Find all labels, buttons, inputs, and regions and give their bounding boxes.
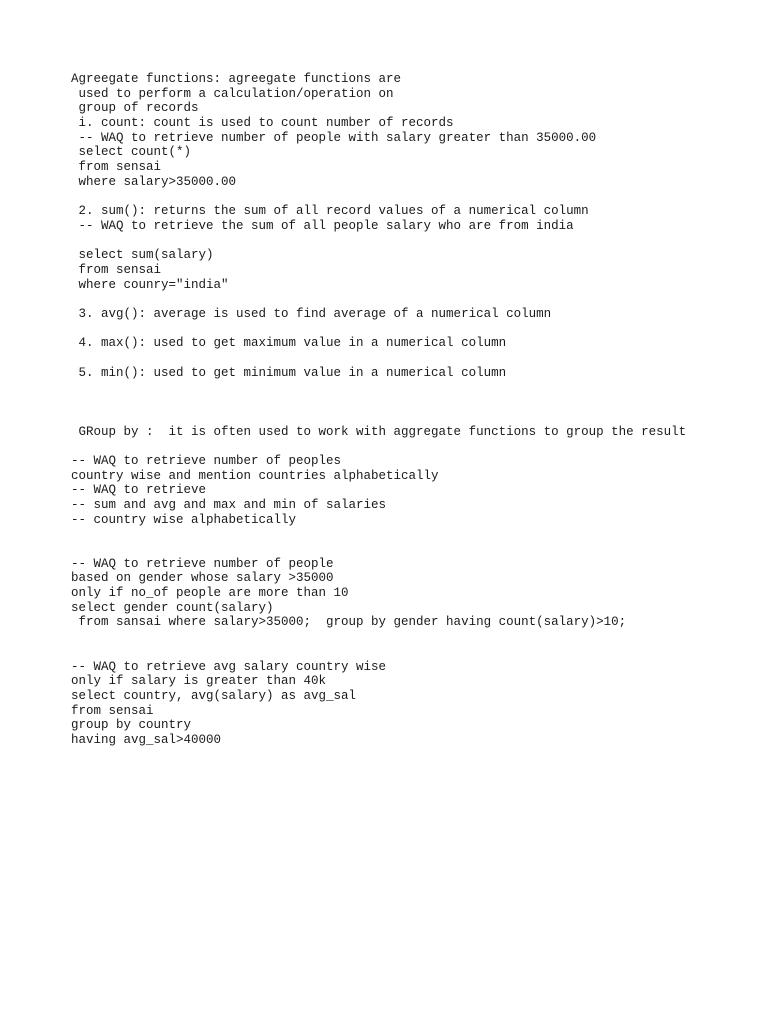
- text-line: only if salary is greater than 40k: [71, 674, 327, 689]
- text-line: 5. min(): used to get minimum value in a numerical column: [71, 365, 507, 380]
- document-page: [71, 72, 761, 748]
- blank-line: [71, 322, 761, 337]
- text-line: -- WAQ to retrieve number of people with salary greater than 35000.00: [71, 130, 597, 145]
- text-line: select sum(salary): [71, 248, 214, 263]
- blank-line: [71, 410, 761, 425]
- text-line: GRoup by : it is often used to work with aggregate functions to group the result: [71, 424, 687, 439]
- text-line: only if no_of people are more than 10: [71, 586, 349, 601]
- blank-line: [71, 542, 761, 557]
- text-line: where salary>35000.00: [71, 174, 237, 189]
- blank-line: [71, 292, 761, 307]
- blank-line: [71, 645, 761, 660]
- text-line: based on gender whose salary >35000: [71, 571, 334, 586]
- text-line: group by country: [71, 718, 192, 733]
- text-line: select country, avg(salary) as avg_sal: [71, 688, 357, 703]
- text-line: -- WAQ to retrieve: [71, 483, 207, 498]
- text-line: from sensai: [71, 262, 162, 277]
- blank-line: [71, 630, 761, 645]
- text-line: country wise and mention countries alphabetically: [71, 468, 439, 483]
- text-line: -- sum and avg and max and min of salaries: [71, 497, 387, 512]
- text-line: having avg_sal>40000: [71, 732, 222, 747]
- text-line: select count(*): [71, 145, 192, 160]
- text-line: -- country wise alphabetically: [71, 512, 297, 527]
- blank-line: [71, 527, 761, 542]
- blank-line: [71, 190, 761, 205]
- text-line: Agreegate functions: agreegate functions are: [71, 72, 402, 86]
- text-line: -- WAQ to retrieve the sum of all people salary who are from india: [71, 218, 574, 233]
- text-line: i. count: count is used to count number of records: [71, 116, 454, 131]
- text-line: -- WAQ to retrieve avg salary country wise: [71, 659, 387, 674]
- text-line: from sensai: [71, 160, 162, 175]
- blank-line: [71, 351, 761, 366]
- text-line: from sensai: [71, 703, 154, 718]
- text-line: group of records: [71, 101, 199, 116]
- text-line: 2. sum(): returns the sum of all record values of a numerical column: [71, 204, 589, 219]
- text-line: where counry="india": [71, 277, 229, 292]
- text-line: -- WAQ to retrieve number of people: [71, 556, 334, 571]
- text-line: used to perform a calculation/operation on: [71, 86, 394, 101]
- text-line: -- WAQ to retrieve number of peoples: [71, 453, 342, 468]
- blank-line: [71, 395, 761, 410]
- text-line: 4. max(): used to get maximum value in a numerical column: [71, 336, 507, 351]
- blank-line: [71, 234, 761, 249]
- text-line: 3. avg(): average is used to find average of a numerical column: [71, 307, 552, 321]
- text-line: select gender count(salary): [71, 600, 274, 615]
- text-line: from sansai where salary>35000; group by gender having count(salary)>10;: [71, 615, 627, 630]
- blank-line: [71, 439, 761, 454]
- blank-line: [71, 380, 761, 395]
